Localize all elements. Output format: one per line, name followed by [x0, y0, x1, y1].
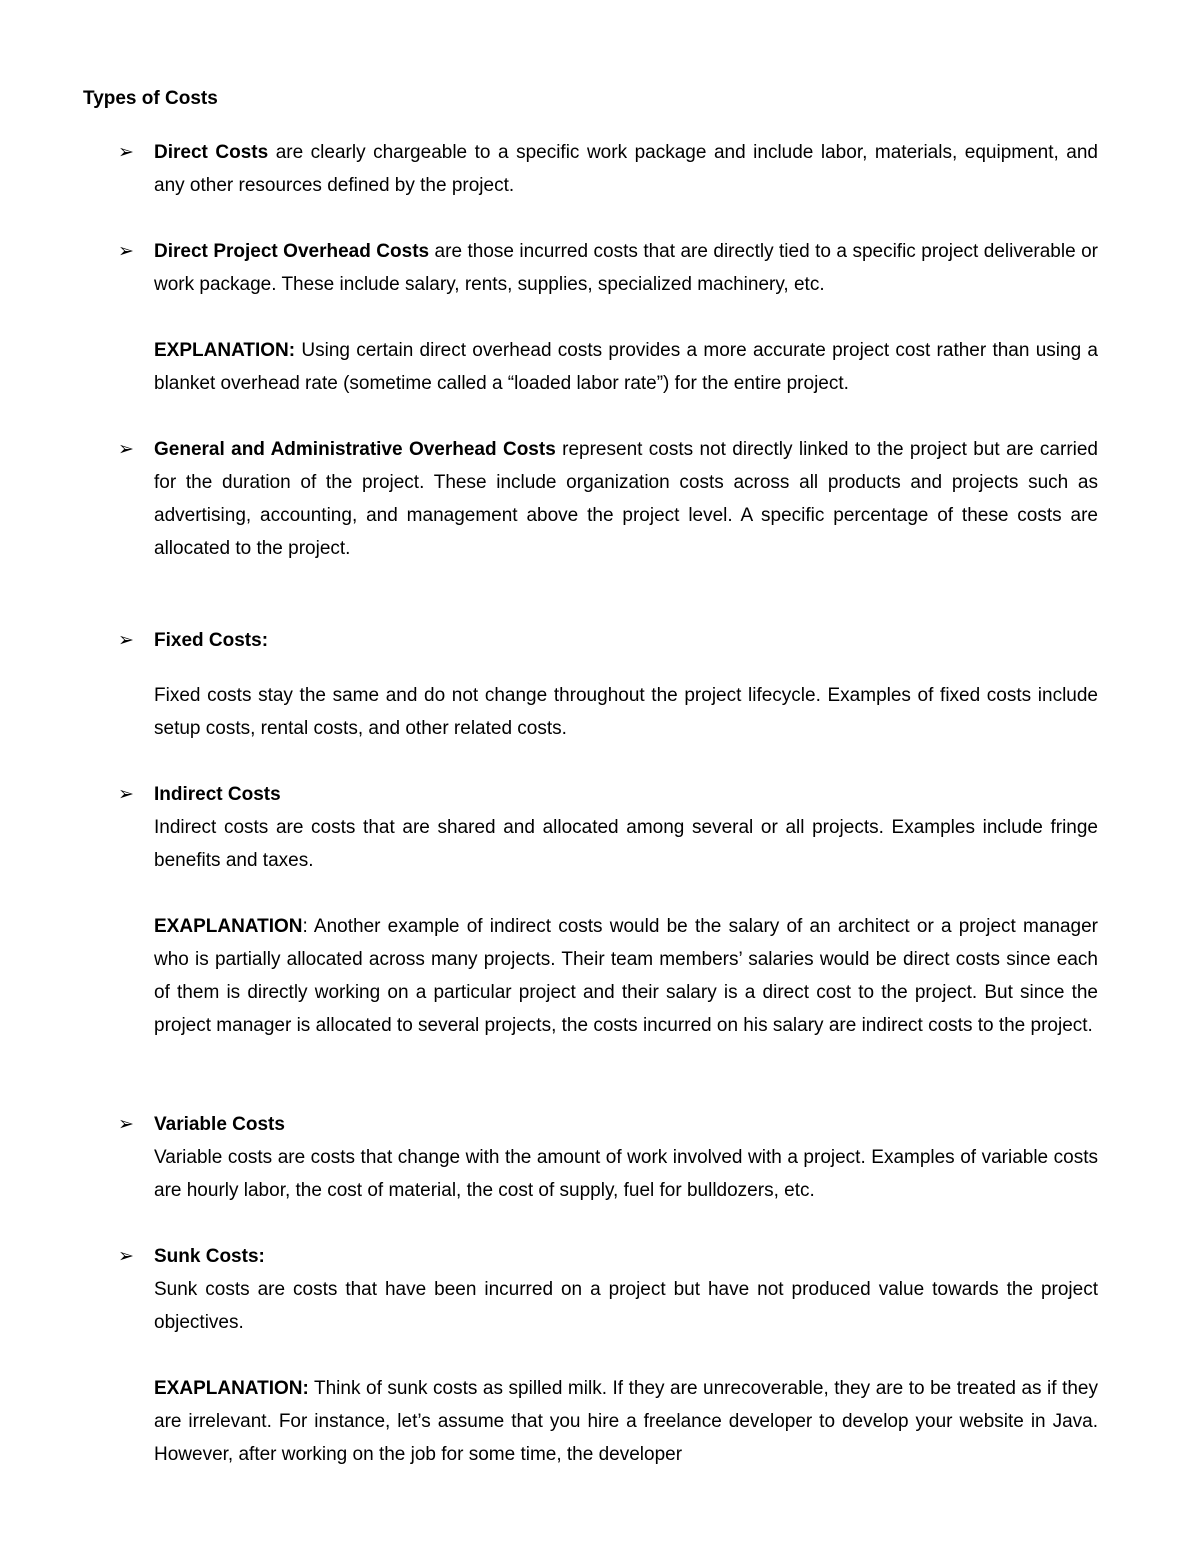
- item-text: represent costs not directly linked to the project but are carried for the duration of the project. These include organization costs across all products and projects such as advertising, accounting, and management above the project level. A specific percentage of these costs are allocated to the project.: [154, 439, 1098, 559]
- explanation-text: Using certain direct overhead costs provides a more accurate project cost rather than using a blanket overhead rate (sometime called a “loaded labor rate”) for the entire project.: [154, 340, 1098, 394]
- arrow-bullet-icon: ➢: [118, 240, 134, 262]
- item-term: General and Administrative Overhead Costs: [154, 439, 556, 460]
- item-paragraph: Sunk costs are costs that have been incurred on a project but have not produced value towards the project objectives.: [154, 1279, 1098, 1333]
- item-term: Sunk Costs:: [154, 1246, 265, 1267]
- item-paragraph: Indirect costs are costs that are shared and allocated among several or all projects. Examples include fringe benefits and taxes.: [154, 817, 1098, 871]
- item-heading: [154, 778, 1098, 811]
- explanation-text: Think of sunk costs as spilled milk. If they are unrecoverable, they are to be treated as if they are irrelevant. For instance, let’s assume that you hire a freelance developer to develop your website in Java. However, after working on the job for some time, the developer: [154, 1378, 1098, 1465]
- explanation-text: : Another example of indirect costs would be the salary of an architect or a project manager who is partially allocated across many projects. Their team members’ salaries would be direct costs since each of them is directly working on a particular project and their salary is a direct cost to the project. But since the project manager is allocated to several projects, the costs incurred on his salary are indirect costs to the project.: [154, 916, 1098, 1036]
- item-paragraph: [154, 136, 1098, 202]
- explanation-paragraph: [154, 334, 1098, 400]
- explanation-paragraph: [154, 910, 1098, 1042]
- document-title: Types of Costs: [83, 88, 218, 109]
- item-paragraph: [154, 235, 1098, 301]
- arrow-bullet-icon: ➢: [118, 629, 134, 651]
- arrow-bullet-icon: ➢: [118, 141, 134, 163]
- item-heading: [154, 624, 1098, 657]
- item-paragraph: Variable costs are costs that change with the amount of work involved with a project. Examples of variable costs are hourly labor, the cost of material, the cost of supply, fuel for bulldozers, etc.: [154, 1147, 1098, 1201]
- item-text: are those incurred costs that are directly tied to a specific project deliverable or work package. These include salary, rents, supplies, specialized machinery, etc.: [154, 241, 1098, 295]
- explanation-paragraph: [154, 1372, 1098, 1471]
- item-term: Fixed Costs:: [154, 630, 269, 651]
- item-paragraph: [154, 433, 1098, 565]
- arrow-bullet-icon: ➢: [118, 1113, 134, 1135]
- arrow-bullet-icon: ➢: [118, 783, 134, 805]
- item-term: Variable Costs: [154, 1114, 285, 1135]
- item-term: Direct Project Overhead Costs: [154, 241, 430, 262]
- explanation-label: EXAPLANATION:: [154, 1378, 309, 1399]
- item-paragraph: Fixed costs stay the same and do not change throughout the project lifecycle. Examples of fixed costs include setup costs, rental costs, and other related costs.: [154, 685, 1098, 739]
- item-heading: [154, 1240, 1098, 1273]
- explanation-label: EXAPLANATION: [154, 916, 303, 937]
- arrow-bullet-icon: ➢: [118, 438, 134, 460]
- item-heading: [154, 1108, 1098, 1141]
- item-term: Direct Costs: [154, 142, 269, 163]
- explanation-label: EXPLANATION:: [154, 340, 296, 361]
- arrow-bullet-icon: ➢: [118, 1245, 134, 1267]
- item-text: are clearly chargeable to a specific work package and include labor, materials, equipment, and any other resources defined by the project.: [154, 142, 1098, 196]
- item-term: Indirect Costs: [154, 784, 281, 805]
